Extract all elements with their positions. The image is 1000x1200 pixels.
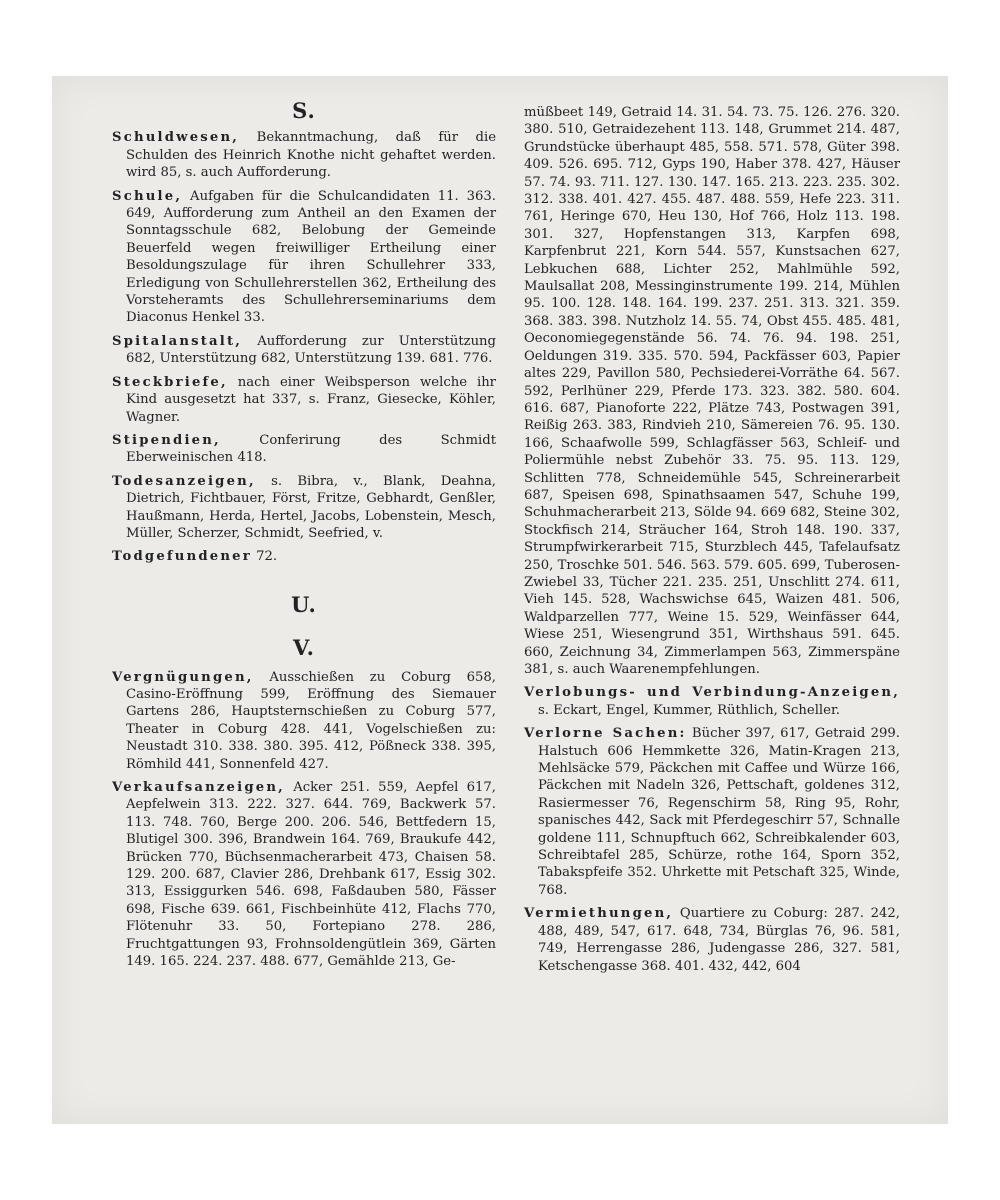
- entry-text: Aufforderung zur Unterstützung 682, Unterstützung 682, Unterstützung 139. 681. 776.: [126, 333, 496, 367]
- index-entry: [112, 333, 496, 368]
- index-entry: [524, 905, 900, 975]
- entry-headword: Schuldwesen,: [112, 130, 240, 146]
- index-entry: [112, 669, 496, 773]
- entry-headword: Stipendien,: [112, 432, 221, 448]
- entry-text: Aufgaben für die Schulcandidaten 11. 363. 649, Aufforderung zum Antheil an den Examen der Sonntagsschule 682, Belobung der Gemeinde Beuerfeld wegen freiwilliger Ertheilung einer Besoldungszulage für ihren Schullehrer 333, Erledigung von Schullehrerstellen 362, Ertheilung des Vorsteheramts des Schullehrerseminariums dem Diaconus Henkel 33.: [126, 188, 496, 326]
- entry-text: s. Bibra, v., Blank, Deahna, Dietrich, Fichtbauer, Först, Fritze, Gebhardt, Genßler, Haußmann, Herda, Hertel, Jacobs, Lobenstein, Mesch, Müller, Scherzer, Schmidt, Seefried, v.: [126, 473, 496, 541]
- index-entry: [524, 725, 900, 899]
- index-entry: [112, 188, 496, 327]
- entry-headword: Verkaufsanzeigen,: [112, 780, 285, 795]
- entry-headword: Schule,: [112, 188, 183, 204]
- entry-headword: Verlorne Sachen:: [524, 726, 687, 742]
- entry-text: Conferirung des Schmidt Eberweinischen 418.: [126, 432, 496, 466]
- entry-text: Bekanntmachung, daß für die Schulden des Heinrich Knothe nicht gehaftet werden. wird 85, s. auch Aufforderung.: [126, 130, 496, 181]
- index-entry: [112, 473, 496, 543]
- entry-text: Quartiere zu Coburg: 287. 242, 488, 489, 547, 617. 648, 734, Bürglas 76, 96. 581, 749, Herrengasse 286, Judengasse 286, 327. 581, Ketschengasse 368. 401. 432, 442, 604: [538, 906, 900, 974]
- entry-headword: Spitalanstalt,: [112, 333, 243, 349]
- index-entry: [112, 779, 496, 970]
- section-letter-u: U.: [291, 591, 317, 617]
- entry-headword: Vergnügungen,: [112, 669, 254, 685]
- left-column: [112, 100, 496, 976]
- entry-text: nach einer Weibsperson welche ihr Kind ausgesetzt hat 337, s. Franz, Giesecke, Köhler, Wagner.: [126, 374, 496, 425]
- entry-text: Bücher 397, 617, Getraid 299. Halstuch 606 Hemmkette 326, Matin-Kragen 213, Mehlsäcke 579, Päckchen mit Caffee und Würze 166, Päckchen mit Nadeln 326, Pettschaft, goldenes 312, Rasiermesser 76, Regenschirm 58, Ring 95, Rohr, spanisches 442, Sack mit Pferdegeschirr 57, Schnalle goldene 111, Schnupftuch 662, Schreibkalender 603, Schreibtafel 285, Schürze, rothe 164, Sporn 352, Tabakspfeife 352. Uhrkette mit Petschaft 325, Winde, 768.: [538, 726, 900, 898]
- index-entry: [112, 129, 496, 181]
- entry-headword: Verlobungs- und Verbindung-Anzeigen,: [524, 685, 900, 701]
- entry-text: Ausschießen zu Coburg 658, Casino-Eröffnung 599, Eröffnung des Siemauer Gartens 286, Hauptsternschießen zu Coburg 577, Theater in Coburg 428. 441, Vogelschießen zu: Neustadt 310. 338. 380. 395. 412, Pößneck 338. 395, Römhild 441, Sonnenfeld 427.: [126, 669, 496, 772]
- right-column: [524, 104, 900, 981]
- entry-headword: Vermiethungen,: [524, 906, 674, 922]
- index-entry: [112, 548, 496, 565]
- entry-text: 72.: [251, 549, 278, 565]
- index-entry: [112, 374, 496, 426]
- continued-entry-text: müßbeet 149, Getraid 14. 31. 54. 73. 75. 126. 276. 320. 380. 510, Getraidezehent 113. 148, Grummet 214. 487, Grundstücke überhaupt 485, 558. 571. 578, Güter 398. 409. 526. 695. 712, Gyps 190, Haber 378. 427, Häuser 57. 74. 93. 711. 127. 130. 147. 165. 213. 223. 235. 302. 312. 338. 401. 427. 455. 487. 488. 559, Hefe 223. 311. 761, Heringe 670, Heu 130, Hof 766, Holz 113. 198. 301. 327, Hopfenstangen 313, Karpfen 698, Karpfenbrut 221, Korn 544. 557, Kunstsachen 627, Lebkuchen 688, Lichter 252, Mahlmühle 592, Maulsallat 208, Messinginstrumente 199. 214, Mühlen 95. 100. 128. 148. 164. 199. 237. 251. 313. 321. 359. 368. 383. 398. Nutzholz 14. 55. 74, Obst 455. 485. 481, Oeconomiegegenstände 56. 74. 76. 94. 198. 251, Oeldungen 319. 335. 570. 594, Packfässer 603, Papier altes 229, Pavillon 580, Pechsiederei-Vorräthe 64. 567. 592, Perlhüner 229, Pferde 173. 323. 382. 580. 604. 616. 687, Pianoforte 222, Plätze 743, Postwagen 391, Reißig 263. 383, Rindvieh 210, Sämereien 76. 95. 130. 166, Schaafwolle 599, Schlagfässer 563, Schleif- und Poliermühle nebst Zubehör 33. 75. 95. 113. 129, Schlitten 778, Schneidemühle 545, Schreinerarbeit 687, Speisen 698, Spinathsaamen 547, Schuhe 199, Schuhmacherarbeit 213, Sölde 94. 669 682, Steine 302, Stockfisch 214, Sträucher 164, Stroh 148. 190. 337, Strumpfwirkerarbeit 715, Sturzblech 445, Tafelaufsatz 250, Troschke 501. 546. 563. 579. 605. 699, Tuberosen-Zwiebel 33, Tücher 221. 235. 251, Unschlitt 274. 611, Vieh 145. 528, Wachswichse 645, Waizen 481. 506, Waldparzellen 777, Weine 15. 529, Weinfässer 644, Wiese 251, Wiesengrund 351, Wirthshaus 591. 645. 660, Zeichnung 34, Zimmerlampen 563, Zimmerspäne 381, s. auch Waarenempfehlungen.: [524, 105, 900, 677]
- entry-headword: Todgefundener: [112, 549, 252, 565]
- entry-text: Acker 251. 559, Aepfel 617, Aepfelwein 313. 222. 327. 644. 769, Backwerk 57. 113. 748. 760, Berge 200. 206. 546, Bettfedern 15, Blutigel 300. 396, Brandwein 164. 769, Braukufe 442, Brücken 770, Büchsenmacherarbeit 473, Chaisen 58. 129. 200. 687, Clavier 286, Drehbank 617, Essig 302. 313, Essiggurken 546. 698, Faßdauben 580, Fässer 698, Fische 639. 661, Fischbeinhüte 412, Flachs 770, Flötenuhr 33. 50, Fortepiano 278. 286, Fruchtgattungen 93, Frohnsoldengütlein 369, Gärten 149. 165. 224. 237. 488. 677, Gemählde 213, Ge-: [126, 780, 496, 970]
- entry-text: s. Eckart, Engel, Kummer, Rüthlich, Scheller.: [538, 702, 840, 718]
- section-letter-s: S.: [292, 98, 316, 123]
- entry-headword: Steckbriefe,: [112, 374, 228, 390]
- entry-headword: Todesanzeigen,: [112, 473, 256, 489]
- index-entry: [112, 432, 496, 467]
- section-letter-v: V.: [293, 635, 315, 661]
- index-entry: [524, 684, 900, 719]
